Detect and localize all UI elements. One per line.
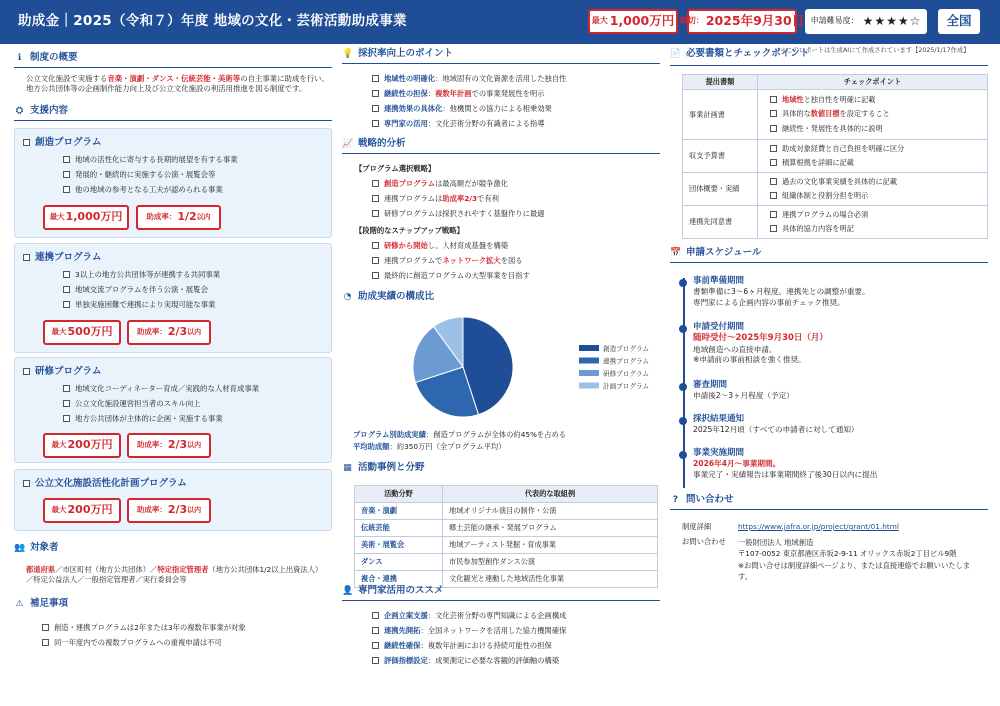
program-card-collaboration <box>14 243 332 353</box>
list-item: 単独実施困難で連携により実現可能な事業 <box>63 300 215 310</box>
list-item: 専門家の活用：文化芸術分野の有識者による指導 <box>372 119 545 129</box>
contact-url-link[interactable]: https://www.jafra.or.jp/project/grant/01.html <box>738 522 899 531</box>
table-row: 収支予算書 助成対象経費と自己負担を明確に区分 積算根拠を詳細に記載 <box>683 140 988 173</box>
list-item: 地域交流プログラムを伴う公演・展覧会 <box>63 285 208 295</box>
check-item: 地域性と独自性を明確に記載 <box>770 93 987 107</box>
legend-swatch <box>579 345 599 351</box>
question-icon: ? <box>672 495 679 506</box>
table-row: 連携先同意書 連携プログラムの場合必須 具体的協力内容を明記 <box>683 206 988 239</box>
target-text: 都道府県／市区町村（地方公共団体）／特定指定管理者（地方公共団体1/2以上出資法人） ／特定公益法人／一般指定管理者／実行委員会等 <box>26 565 323 584</box>
section-docs: 📄 必要書類とチェックポイント <box>670 48 810 60</box>
section-target: 👥 対象者 <box>14 542 59 554</box>
region-button[interactable]: 全国 <box>938 9 980 34</box>
pie-chart-icon: ◔ <box>343 292 352 303</box>
section-supplement: ⚠ 補足事項 <box>15 598 69 610</box>
rate-badge: 助成率： 2/3 以内 <box>127 498 211 523</box>
legend-swatch <box>579 358 599 364</box>
max-amount-badge: 最大 200万円 <box>43 433 121 458</box>
max-amount-badge: 最大 200万円 <box>43 498 121 523</box>
section-support: ⛭ 支援内容 <box>14 105 332 121</box>
warning-icon: ⚠ <box>15 599 24 610</box>
list-item: 発展的・継続的に実施する公演・展覧会等 <box>63 170 215 180</box>
star-rating: ★★★★☆ <box>862 14 922 29</box>
overview-text: 公立文化施設で実施する音楽・演劇・ダンス・伝統芸能・美術等の自主事業に助成を行い、 地方公共団体等の企画制作能力向上及び公立文化施設の利活用推進を図る制度です。 <box>26 74 329 93</box>
check-item: 継続性・発展性を具体的に説明 <box>770 122 987 136</box>
check-item: 具体的協力内容を明記 <box>770 222 987 236</box>
timeline-item: 事業実施期間 2026年4月〜事業期間。 事業完了・実績報告は事業期間終了後30日以内に提出 <box>693 448 988 480</box>
bulb-icon: 💡 <box>342 49 354 60</box>
deadline-badge: 締切： 2025年9月30日 <box>687 9 797 34</box>
legend-swatch <box>579 383 599 389</box>
table-row: 事業計画書 地域性と独自性を明確に記載 具体的な数値目標を設定すること 継続性・発展性を具体的に説明 <box>683 90 988 140</box>
header-bar <box>0 0 1000 44</box>
section-experts: 👤 専門家活用のススメ <box>342 585 660 601</box>
list-item: 継続性の担保：複数年計画での事業発展性を明示 <box>372 89 545 99</box>
strategy-subheading: 【段階的なステップアップ戦略】 <box>355 226 464 235</box>
timeline-item: 申請受付期間 随時受付〜2025年9月30日（月） 地域創造への直接申請。 ※申請前の事前相談を強く推奨。 <box>693 322 988 365</box>
section-examples: ▦ 活動事例と分野 <box>343 462 425 474</box>
list-item: 同一年度内での複数プログラムへの重複申請は不可 <box>42 638 222 648</box>
table-row: 音楽・演劇 地域オリジナル演目の制作・公演 <box>355 503 658 520</box>
timeline-item: 事前準備期間 書類準備に3〜6ヶ月程度。連携先との調整が重要。 専門家による企画内容の事前チェック推奨。 <box>693 276 988 308</box>
program-card-plan <box>14 469 332 531</box>
composition-note: プログラム別助成実績：創造プログラムが全体の約45%を占める <box>353 430 567 439</box>
list-item: 創造プログラムは最高額だが競争激化 <box>372 179 508 189</box>
program-card-creation <box>14 128 332 238</box>
program-title: 連携プログラム <box>23 252 101 265</box>
table-row: 団体概要・実績 過去の文化事業実績を具体的に記載 組織体制と役割分担を明示 <box>683 173 988 206</box>
list-item: 研修プログラムは採択されやすく基盤作りに最適 <box>372 209 544 219</box>
examples-table: 活動分野 代表的な取組例 音楽・演劇 地域オリジナル演目の制作・公演 伝統芸能 郷土芸能の継承・発展プログラム 美術・展覧会 地域アーティスト発掘・育成事業 ダンス 市民参加型創作ダンス公演 複合・連携 文化観光と連動した地域活性化事業 <box>354 485 658 588</box>
legend-label: 創造プログラム <box>603 345 650 353</box>
list-item: 他の地域の参考となる工夫が認められる事業 <box>63 185 223 195</box>
check-item: 過去の文化事業実績を具体的に記載 <box>770 175 987 189</box>
handshake-icon: ⛭ <box>15 106 24 117</box>
table-row: 伝統芸能 郷土芸能の継承・発展プログラム <box>355 520 658 537</box>
program-title: 公立文化施設活性化計画プログラム <box>23 478 187 491</box>
contact-label: 制度詳細 <box>682 522 712 531</box>
program-card-training <box>14 357 332 463</box>
max-amount-badge: 最大 500万円 <box>43 320 121 345</box>
list-item: 研修から開始し、人材育成基盤を構築 <box>372 241 508 251</box>
table-row: 美術・展覧会 地域アーティスト発掘・育成事業 <box>355 537 658 554</box>
list-item: 連携プログラムは助成率2/3で有利 <box>372 194 499 204</box>
table-row: ダンス 市民参加型創作ダンス公演 <box>355 554 658 571</box>
legend-label: 研修プログラム <box>603 370 650 378</box>
list-item: 創造・連携プログラムは2年または3年の複数年事業が対象 <box>42 623 246 633</box>
pie-chart <box>405 313 650 423</box>
list-item: 地域性の明確化：地域固有の文化資源を活用した独自性 <box>372 74 566 84</box>
document-icon: 📄 <box>670 49 682 60</box>
list-item: 連携効果の具体化：他機関との協力による相乗効果 <box>372 104 552 114</box>
list-item: 3以上の地方公共団体等が連携する共同事業 <box>63 270 220 280</box>
docs-table: 提出書類 チェックポイント 事業計画書 地域性と独自性を明確に記載 具体的な数値目標を設定すること 継続性・発展性を具体的に説明 収支予算書 助成対象経費と自己負担を明確に区分 積算根拠を詳細に記載 団体概要・実績 過去の文化事業実績を具体的に記載 組織体制と役割分担を明示 連携先同意書 連携プログラムの場合必須 具体的協力内容を明記 <box>682 74 988 239</box>
list-item: 公立文化施設運営担当者のスキル向上 <box>63 399 201 409</box>
calendar-icon: 📅 <box>670 248 682 259</box>
contact-details: 一般財団法人 地域創造 〒107-0052 東京都港区赤坂2-9-11 オリックス赤坂2丁目ビル9階 ※お問い合せは制度詳細ページより、または直接連絡でお願いいたしま す。 <box>738 538 971 581</box>
generated-note: ＊このレポートは生成AIにて作成されています【2025/1/17作成】 <box>780 47 970 54</box>
list-item: 最終的に創造プログラムの大型事業を目指す <box>372 271 530 281</box>
list-item: 企画立案支援：文化芸術分野の専門知識による企画構成 <box>372 611 566 621</box>
grid-icon: ▦ <box>343 463 352 474</box>
composition-note: 平均助成額：約350万円（全プログラム平均） <box>353 442 506 451</box>
list-item: 地域文化コーディネーター育成／実践的な人材育成事業 <box>63 384 259 394</box>
user-tie-icon: 👤 <box>342 586 354 597</box>
difficulty-badge: 申請難易度： ★★★★☆ <box>805 9 927 34</box>
section-contact: ? 問い合わせ <box>670 494 988 510</box>
rate-badge: 助成率： 2/3 以内 <box>127 320 211 345</box>
people-icon: 👥 <box>14 543 26 554</box>
strategy-subheading: 【プログラム選択戦略】 <box>355 164 436 173</box>
program-title: 創造プログラム <box>23 137 101 150</box>
section-schedule: 📅 申請スケジュール <box>670 247 988 263</box>
timeline-item: 審査期間 申請後2〜3ヶ月程度（予定） <box>693 380 988 402</box>
section-overview: ℹ 制度の概要 <box>14 52 332 68</box>
legend-label: 計画プログラム <box>603 382 650 391</box>
chart-line-icon: 📈 <box>342 139 354 150</box>
list-item: 連携プログラムでネットワーク拡大を図る <box>372 256 523 266</box>
section-strategy: 📈 戦略的分析 <box>342 138 660 154</box>
info-icon: ℹ <box>17 53 22 64</box>
check-item: 積算根拠を詳細に記載 <box>770 156 987 170</box>
section-points: 💡 採択率向上のポイント <box>342 48 660 64</box>
table-row: 複合・連携 文化観光と連動した地域活性化事業 <box>355 571 658 588</box>
list-item: 連携先開拓：全国ネットワークを活用した協力機関確保 <box>372 626 566 636</box>
max-amount-badge: 最大 1,000万円 <box>588 9 678 34</box>
legend-swatch <box>579 370 599 376</box>
check-item: 助成対象経費と自己負担を明確に区分 <box>770 142 987 156</box>
check-item: 連携プログラムの場合必須 <box>770 208 987 222</box>
check-item: 具体的な数値目標を設定すること <box>770 107 987 121</box>
program-title: 研修プログラム <box>23 366 101 379</box>
check-item: 組織体制と役割分担を明示 <box>770 189 987 203</box>
list-item: 地域の活性化に寄与する長期的展望を有する事業 <box>63 155 238 165</box>
legend-label: 連携プログラム <box>603 357 650 366</box>
contact-label: お問い合わせ <box>682 537 726 546</box>
rate-badge: 助成率： 1/2 以内 <box>136 205 221 230</box>
list-item: 継続性確保：複数年計画における持続可能性の担保 <box>372 641 552 651</box>
max-amount-badge: 最大 1,000万円 <box>43 205 129 230</box>
section-composition: ◔ 助成実績の構成比 <box>343 291 435 303</box>
list-item: 地方公共団体が主体的に企画・実施する事業 <box>63 414 223 424</box>
page-title: 助成金｜2025（令和７）年度 地域の文化・芸術活動助成事業 <box>18 13 407 29</box>
timeline-item: 採択結果通知 2025年12月頃（すべての申請者に対して通知） <box>693 414 988 436</box>
rate-badge: 助成率： 2/3 以内 <box>127 433 211 458</box>
list-item: 評価指標設定：成果測定に必要な客観的評価軸の構築 <box>372 656 559 666</box>
